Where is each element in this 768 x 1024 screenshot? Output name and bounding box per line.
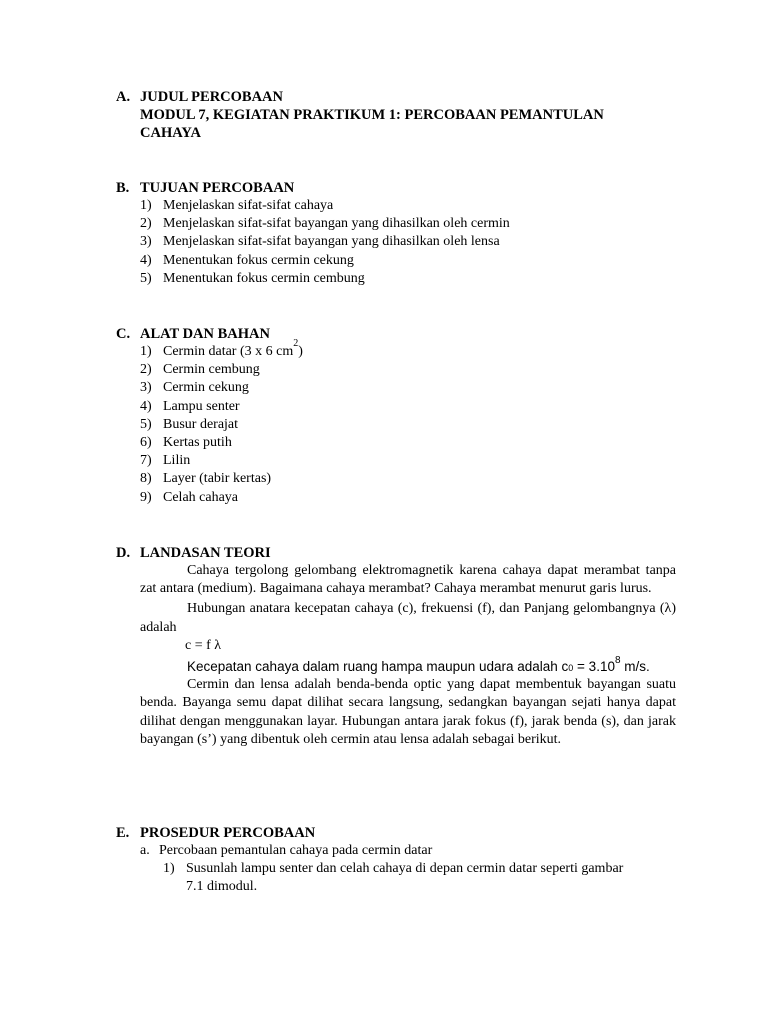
section-d-title: LANDASAN TEORI — [140, 545, 271, 561]
list-item: 1) Menjelaskan sifat-sifat cahaya — [140, 198, 334, 213]
objectives-list — [116, 197, 676, 288]
list-item: 5) Busur derajat — [140, 416, 239, 432]
superscript: 2 — [293, 338, 299, 350]
section-c-heading — [116, 325, 676, 343]
list-item: 9) Celah cahaya — [140, 489, 239, 505]
materials-list — [116, 338, 676, 507]
section-e — [116, 824, 676, 897]
list-item: 6) Kertas putih — [140, 435, 232, 451]
section-letter: E. — [116, 825, 130, 841]
section-c — [116, 325, 676, 507]
theory-paragraph-2: Hubungan anatara kecepatan cahaya (c), frekuensi (f), dan Panjang gelombangnya (λ) adalah — [140, 601, 676, 635]
section-a — [116, 88, 676, 142]
procedure-step-1: 1) Susunlah lampu senter dan celah cahaya di depan cermin datar seperti gambar 7.1 dimodul. — [163, 861, 624, 895]
section-e-heading — [116, 824, 676, 842]
list-item: 5) Menentukan fokus cermin cembung — [140, 270, 365, 286]
formula: c = f λ — [185, 637, 222, 653]
theory-paragraph-4: Cermin dan lensa adalah benda-benda optic yang dapat membentuk bayangan suatu benda. Bayanga semu dapat dilihat secara langsung, sedangkan bayangan sejati hanya dapat dilihat dengan menggunakan layar. Hubungan antara jarak fokus (f), jarak benda (s), dan jarak bayangan (s’) yang dibentuk oleh cermin atau lensa adalah sebagai berikut. — [140, 677, 676, 747]
section-d — [116, 544, 676, 749]
section-letter: A. — [116, 89, 131, 105]
section-letter: D. — [116, 545, 131, 561]
list-item: 3) Cermin cekung — [140, 380, 249, 396]
list-item: 2) Menjelaskan sifat-sifat bayangan yang dihasilkan oleh cermin — [140, 216, 510, 232]
section-e-title: PROSEDUR PERCOBAAN — [140, 825, 316, 841]
superscript: 8 — [614, 654, 621, 666]
list-item: 3) Menjelaskan sifat-sifat bayangan yang dihasilkan oleh lensa — [140, 234, 500, 250]
list-item: 1) Cermin datar (3 x 6 $cm^2$) — [140, 338, 303, 359]
procedure-subsection-a: a. Percobaan pemantulan cahaya pada cermin datar — [140, 843, 433, 858]
section-a-subtitle-line1: MODUL 7, KEGIATAN PRAKTIKUM 1: PERCOBAAN PEMANTULAN — [140, 107, 604, 123]
section-a-title: JUDUL PERCOBAAN — [140, 89, 283, 105]
section-b-heading — [116, 179, 676, 197]
section-letter: B. — [116, 180, 130, 196]
section-a-subtitle-line2: CAHAYA — [140, 125, 201, 141]
section-d-heading — [116, 544, 676, 562]
list-item: 2) Cermin cembung — [140, 362, 260, 378]
section-a-heading — [116, 88, 676, 106]
list-item: 4) Lampu senter — [140, 398, 240, 414]
section-c-title: ALAT DAN BAHAN — [140, 326, 270, 342]
theory-paragraph-3: Kecepatan cahaya dalam ruang hampa maupun udara adalah $c0 = 3.10^8$ m/s. — [187, 654, 650, 675]
section-letter: C. — [116, 326, 131, 342]
list-item: 4) Menentukan fokus cermin cekung — [140, 252, 354, 268]
list-item: 8) Layer (tabir kertas) — [140, 471, 272, 487]
section-b — [116, 179, 676, 288]
section-b-title: TUJUAN PERCOBAAN — [140, 180, 295, 196]
list-item: 7) Lilin — [140, 453, 191, 469]
theory-paragraph-1: Cahaya tergolong gelombang elektromagnetik karena cahaya dapat merambat tanpa zat antara (medium). Bagaimana cahaya merambat? Cahaya merambat menurut garis lurus. — [140, 563, 676, 597]
